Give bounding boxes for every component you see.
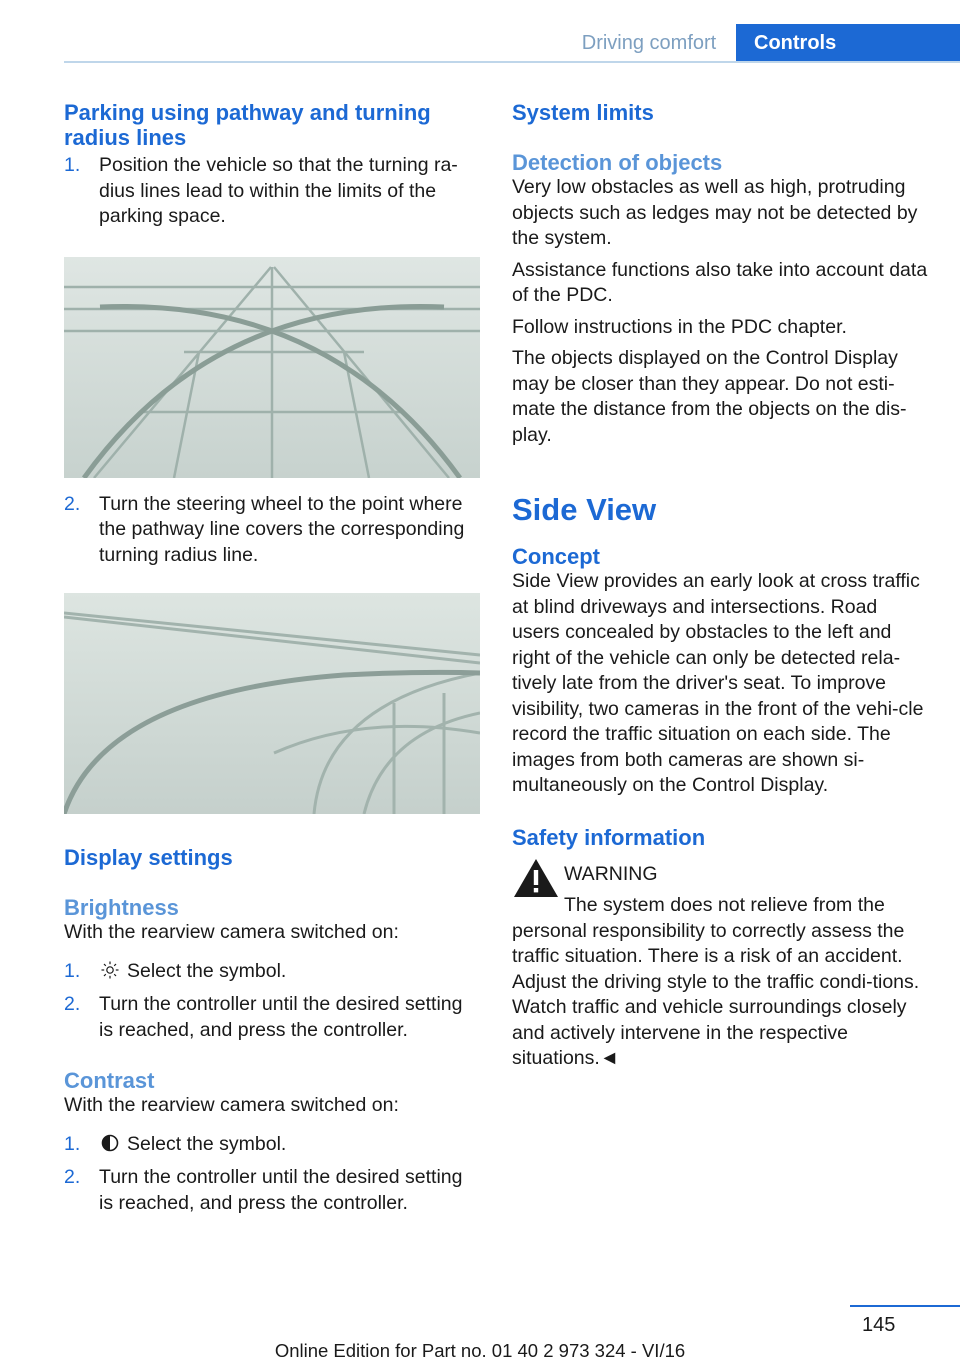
right-column <box>512 100 928 1072</box>
list-item <box>64 1165 480 1216</box>
warning-lead <box>564 862 885 919</box>
warning-block <box>512 862 928 919</box>
step-text: Select the symbol. <box>127 959 287 982</box>
detection-heading: Detection of objects <box>512 150 723 175</box>
page-number: 145 <box>862 1314 896 1336</box>
step-number: 1. <box>64 1132 81 1155</box>
concept-heading: Concept <box>512 544 600 569</box>
step-text: Turn the controller until the desired setting is reached, and press the controller. <box>99 1166 463 1214</box>
step-number: 2. <box>64 1166 81 1188</box>
step-text: Turn the controller until the desired setting is reached, and press the controller. <box>99 993 463 1041</box>
warning-text: personal responsibility to correctly assess the traffic situation. There is a risk of an accident. Adjust the driving style to the traffic condi‐tions. Watch traffic and vehicle surroundings closely and actively intervene in the respective situations.◄ <box>512 919 920 1069</box>
list-item <box>64 1132 480 1160</box>
warning-triangle-icon <box>512 856 562 902</box>
side-view-title: Side View <box>512 492 657 527</box>
paragraph: Very low obstacles as well as high, protruding objects such as ledges may not be detected by the system. <box>512 176 918 249</box>
brightness-heading: Brightness <box>64 895 179 920</box>
paragraph: Follow instructions in the PDC chapter. <box>512 315 847 338</box>
pathway-figure <box>64 593 480 814</box>
warning-first-line: The system does not relieve from the <box>564 894 885 916</box>
footer-edition: Online Edition for Part no. 01 40 2 973 324 - VI/16 <box>274 1340 686 1361</box>
safety-heading: Safety information <box>512 824 706 850</box>
step-number: 2. <box>64 993 81 1015</box>
contrast-intro: With the rearview camera switched on: <box>64 1094 399 1116</box>
display-settings-heading: Display settings <box>64 845 233 870</box>
contrast-heading: Contrast <box>64 1068 155 1093</box>
list-item <box>64 992 480 1043</box>
list-item <box>64 492 480 569</box>
header-rule <box>64 61 960 63</box>
header-section-tab: Driving comfort <box>581 31 717 54</box>
left-column <box>64 100 480 1216</box>
step-number: 2. <box>64 492 81 515</box>
parking-heading: Parking using pathway and turning radius lines <box>64 100 431 150</box>
brightness-intro: With the rearview camera switched on: <box>64 921 399 943</box>
list-item <box>64 959 480 987</box>
step-number: 1. <box>64 959 81 982</box>
contrast-icon <box>101 1134 119 1160</box>
list-item <box>64 153 480 230</box>
header-chapter-tab: Controls <box>736 24 960 62</box>
sun-icon <box>101 961 119 987</box>
step-content <box>99 1132 480 1160</box>
turning-radius-figure <box>64 257 480 478</box>
step-text: Turn the steering wheel to the point where the pathway line covers the corresponding turning radius line. <box>99 492 465 566</box>
paragraph: The objects displayed on the Control Display may be closer than they appear. Do not esti‐mate the distance from the objects on the dis‐play. <box>512 347 907 446</box>
paragraph: Assistance functions also take into account data of the PDC. <box>512 258 928 306</box>
step-content <box>99 959 480 987</box>
system-limits-heading: System limits <box>512 100 654 125</box>
footer-rule <box>850 1305 960 1307</box>
step-text: Position the vehicle so that the turning ra‐dius lines lead to within the limits of the parking space. <box>99 154 458 227</box>
concept-text: Side View provides an early look at cross traffic at blind driveways and intersections. Road users concealed by obstacles to the left and right of the vehicle can only be detected rela‐tively late from the driver's seat. To improve visibility, two cameras in the front of the vehi‐cle record the traffic situation on each side. The images from both cameras are shown si‐multaneously on the Control Display. <box>512 570 924 796</box>
step-text: Select the symbol. <box>127 1132 287 1155</box>
warning-label: WARNING <box>564 862 658 885</box>
step-number: 1. <box>64 154 81 176</box>
